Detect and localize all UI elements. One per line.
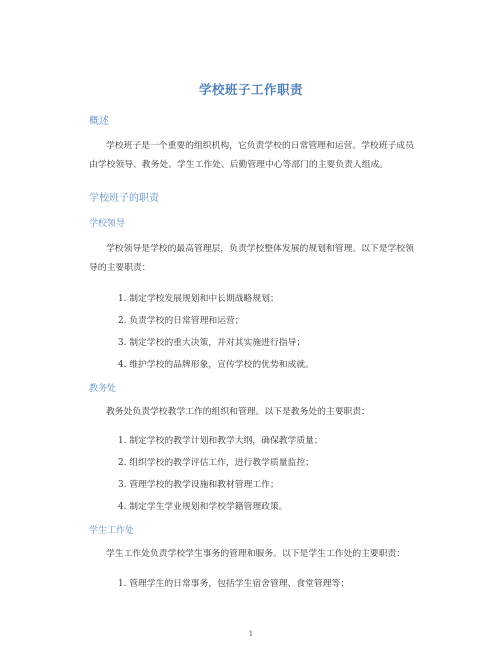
list-item: 3. 管理学校的教学设施和教材管理工作； [118,480,279,490]
heading-student-affairs: 学生工作处 [89,526,135,536]
paragraph-overview [89,137,415,175]
list-item: 2. 负责学校的日常管理和运营； [118,316,244,326]
heading-leadership: 学校领导 [89,219,126,229]
list-item: 4. 制定学生学业规划和学校学籍管理政策。 [118,502,288,512]
list-item: 4. 维护学校的品牌形象，宣传学校的优势和成就。 [118,360,314,370]
student-affairs-intro: 学生工作处负责学校学生事务的管理和服务。以下是学生工作处的主要职责： [106,549,406,559]
paragraph-academic [89,403,415,422]
page-number: 1 [248,630,254,638]
heading-academic: 教务处 [89,384,117,394]
document-title: 学校班子工作职责 [198,82,303,97]
list-item: 3. 制定学校的重大决策，并对其实施进行指导； [118,338,306,348]
list-item: 2. 组织学校的教学评估工作，进行教学质量监控； [118,458,314,468]
list-item: 1. 制定学校的教学计划和教学大纲，确保教学质量； [118,436,323,446]
leadership-intro: 学校领导是学校的最高管理层，负责学校整体发展的规划和管理。以下是学校领导的主要职责： [89,244,414,273]
heading-duties: 学校班子的职责 [89,193,159,204]
list-item: 1. 管理学生的日常事务，包括学生宿舍管理、食堂管理等； [118,579,350,589]
heading-overview: 概述 [89,116,109,127]
list-item: 1. 制定学校发展规划和中长期战略规划； [118,294,279,304]
overview-text: 学校班子是一个重要的组织机构，它负责学校的日常管理和运营。学校班子成员由学校领导、教务处、学生工作处、后勤管理中心等部门的主要负责人组成。 [89,141,414,170]
paragraph-student-affairs [89,545,429,564]
paragraph-leadership [89,240,415,278]
academic-intro: 教务处负责学校教学工作的组织和管理。以下是教务处的主要职责： [106,407,370,417]
